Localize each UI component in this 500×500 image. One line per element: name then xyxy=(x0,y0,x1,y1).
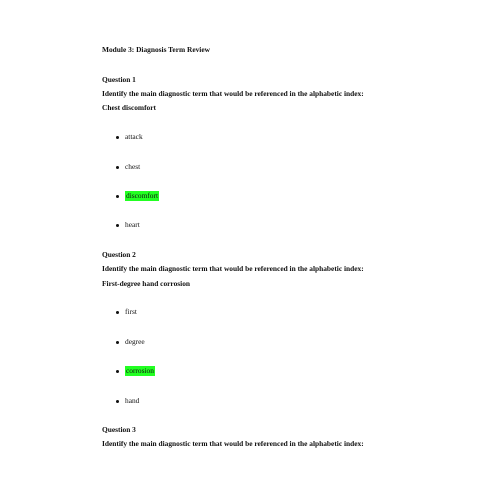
question-1-option xyxy=(116,220,140,230)
question-2-option xyxy=(116,396,139,406)
question-3-heading: Question 3 xyxy=(102,425,136,434)
highlighted-answer: discomfort xyxy=(126,191,159,200)
option-label: heart xyxy=(125,220,140,229)
bullet-icon xyxy=(116,195,119,198)
option-label: degree xyxy=(125,337,145,346)
option-label: hand xyxy=(125,396,140,405)
question-1-option-highlighted xyxy=(116,191,159,201)
question-1-heading: Question 1 xyxy=(102,75,136,84)
document-title: Module 3: Diagnosis Term Review xyxy=(102,45,210,54)
option-label: attack xyxy=(125,132,143,141)
option-label: chest xyxy=(125,162,141,171)
question-2-prompt: Identify the main diagnostic term that would be referenced in the alphabetic index: xyxy=(102,264,364,273)
bullet-icon xyxy=(116,341,119,344)
bullet-icon xyxy=(116,136,119,139)
question-1-option xyxy=(116,132,143,142)
question-2-option-highlighted xyxy=(116,366,155,376)
bullet-icon xyxy=(116,224,119,227)
question-1-term: Chest discomfort xyxy=(102,103,156,112)
bullet-icon xyxy=(116,311,119,314)
question-1-prompt: Identify the main diagnostic term that would be referenced in the alphabetic index: xyxy=(102,89,364,98)
question-2-option xyxy=(116,307,137,317)
question-1-option xyxy=(116,162,140,172)
bullet-icon xyxy=(116,166,119,169)
question-2-term: First-degree hand corrosion xyxy=(102,279,190,288)
option-label: first xyxy=(125,307,137,316)
bullet-icon xyxy=(116,370,119,373)
highlighted-answer: corrosion xyxy=(126,366,154,375)
question-2-heading: Question 2 xyxy=(102,250,136,259)
bullet-icon xyxy=(116,400,119,403)
question-3-prompt: Identify the main diagnostic term that would be referenced in the alphabetic index: xyxy=(102,439,364,448)
question-2-option xyxy=(116,337,145,347)
